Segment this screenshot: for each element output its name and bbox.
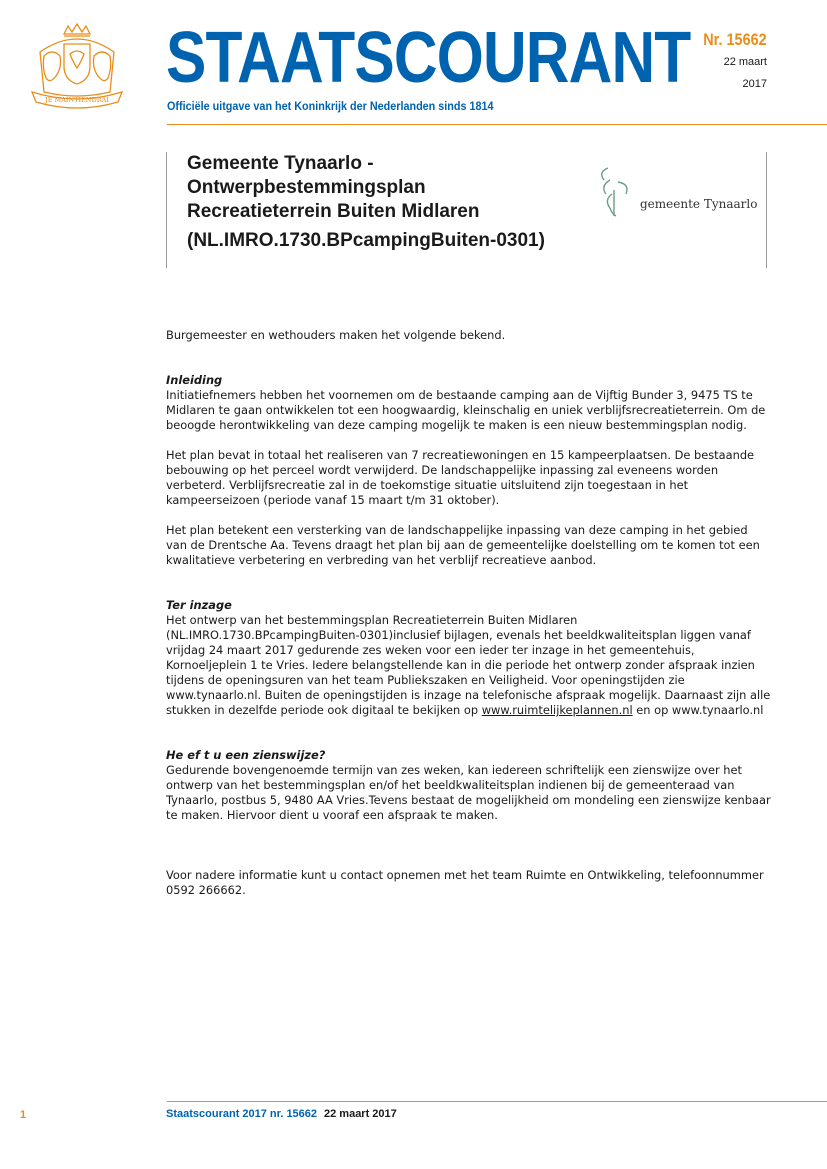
royal-crest-logo [26,22,128,112]
title-left-rule [166,152,167,268]
issue-year: 2017 [742,78,767,90]
section-heading-zienswijze: He ef t u een zienswijze? [166,748,326,762]
masthead-tagline: Officiële uitgave van het Koninkrijk der Nederlanden sinds 1814 [167,99,494,113]
inleiding-paragraph-1: Initiatiefnemers hebben het voornemen om de bestaande camping aan de Vijftig Bunder 3, 9475 TS te Midlaren te gaan ontwikkelen tot een hoogwaardig, kleinschalig en uniek verblijfsrecreatieterrein. Om de beoogde herontwikkeling van deze camping mogelijk te maken is een nieuw bestemmingsplan nodig. [166,388,766,432]
issue-number: Nr. 15662 [703,30,767,49]
title-right-rule [766,152,767,268]
municipality-logo-text: gemeente Tynaarlo [640,197,758,211]
zienswijze-paragraph: Gedurende bovengenoemde termijn van zes weken, kan iedereen schriftelijk een zienswijze over het ontwerp van het bestemmingsplan en/of het beeldkwaliteitsplan indienen bij de gemeenteraad van Tynaarlo, postbus 5, 9480 AA Vries.Tevens bestaat de mogelijkheid om mondeling een zienswijze kenbaar te maken. Hiervoor dient u vooraf een afspraak te maken. [166,763,771,822]
crest-motto: JE MAINTIENDRAI [45,96,109,104]
municipality-logo [590,160,760,220]
inzage-tail: en op www.tynaarlo.nl [632,703,764,717]
contact-paragraph: Voor nadere informatie kunt u contact opnemen met het team Ruimte en Ontwikkeling, telefoonnummer 0592 266662. [166,868,764,897]
intro-paragraph: Burgemeester en wethouders maken het volgende bekend. [166,328,506,342]
section-heading-ter-inzage: Ter inzage [166,598,232,612]
ruimtelijkeplannen-link[interactable]: www.ruimtelijkeplannen.nl [481,703,633,717]
footer-divider [167,1101,827,1102]
title-plan-code: (NL.IMRO.1730.BPcampingBuiten-0301) [187,230,545,251]
crest-icon [26,22,128,112]
inleiding-paragraph-3: Het plan betekent een versterking van de landschappelijke inpassing van deze camping in het gebied van de Drentsche Aa. Tevens draagt het plan bij aan de gemeentelijke doelstelling om te komen tot een kwalitatieve verbetering en verbreding van het verblijf recreatieve aanbod. [166,523,760,567]
document-title [187,152,577,253]
announcement-body [166,328,771,898]
masthead-title: STAATSCOURANT [166,18,691,98]
title-line-2: Ontwerpbestemmingsplan [187,177,426,198]
footer-publication: Staatscourant 2017 nr. 15662 [166,1108,318,1120]
section-heading-inleiding: Inleiding [166,373,223,387]
issue-date: 22 maart [723,56,767,68]
header-divider [167,124,827,125]
title-line-1: Gemeente Tynaarlo - [187,153,374,174]
tree-icon [590,160,650,220]
inleiding-paragraph-2: Het plan bevat in totaal het realiseren van 7 recreatiewoningen en 15 kampeerplaatsen. De bestaande bebouwing op het perceel wordt verwijderd. De landschappelijke inpassing zal eveneens worden verbeterd. Verblijfsrecreatie zal in de toekomstige situatie uitsluitend zijn toegestaan in het kampeerseizoen (periode vanaf 15 maart t/m 31 oktober). [166,448,755,507]
inzage-text: Het ontwerp van het bestemmingsplan Recreatieterrein Buiten Midlaren (NL.IMRO.1730.BPcampingBuiten-0301)inclusief bijlagen, evenals het beeldkwaliteitsplan liggen vanaf vrijdag 24 maart 2017 gedurende zes weken voor een ieder ter inzage in het gemeentehuis, Kornoeljeplein 1 te Vries. Iedere belangstellende kan in die periode het ontwerp zonder afspraak inzien tijdens de openingsuren van het team Publiekszaken en Veiligheid. Voor openingstijden zie www.tynaarlo.nl. Buiten de openingstijden is inzage na telefonische afspraak mogelijk. Daarnaast zijn alle stukken in dezelfde periode ook digitaal te bekijken op [166,613,771,717]
title-line-3: Recreatieterrein Buiten Midlaren [187,201,480,222]
page-number: 1 [20,1109,27,1121]
inzage-paragraph [166,613,771,718]
footer-date: 22 maart 2017 [324,1108,397,1120]
